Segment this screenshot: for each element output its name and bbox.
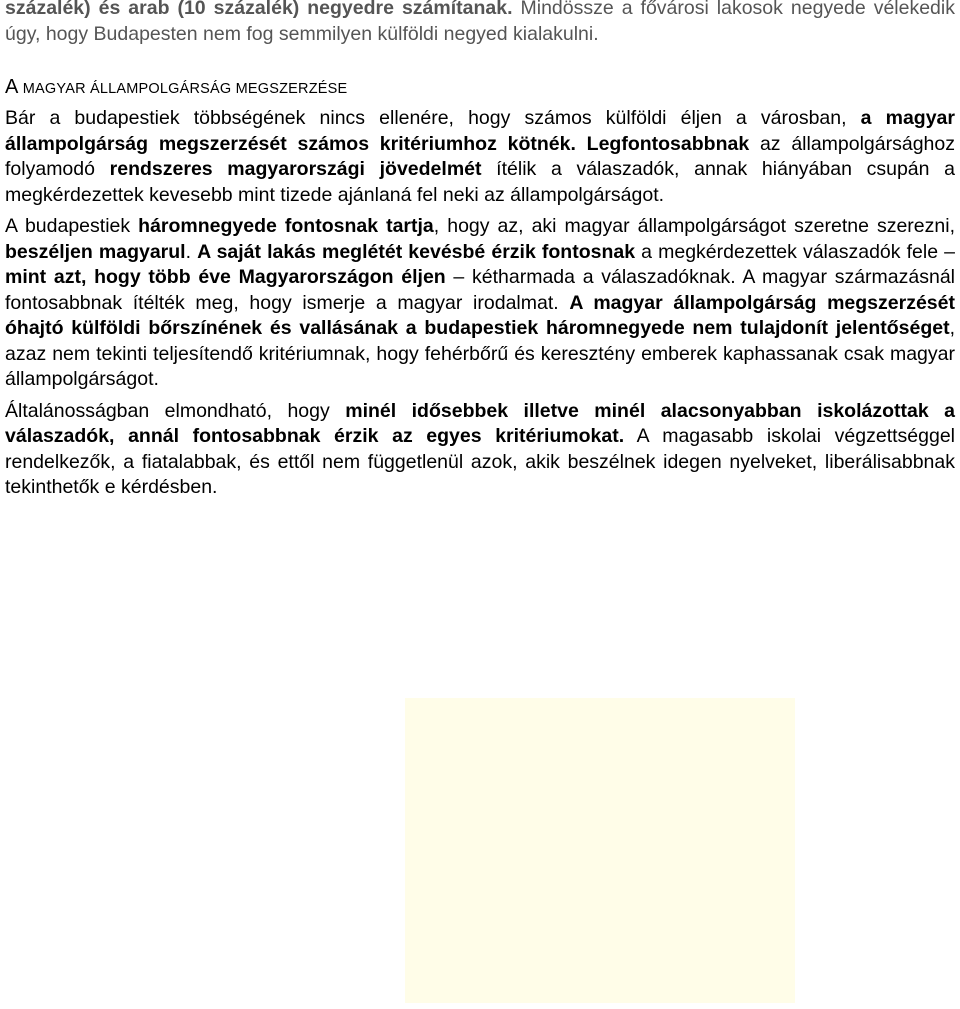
p2-text-c: , hogy az, aki magyar állampolgárságot szeretne szerezni, bbox=[433, 215, 955, 237]
p2-text-a: A budapestiek bbox=[5, 215, 139, 237]
p2-bold-h: mint azt, hogy több éve Magyarországon éljen bbox=[5, 266, 446, 288]
p3-text-c: A magasabb iskolai végzettséggel rendelkezők, a fiatalabbak, és ettől nem függetlenül azok, akik beszélnek idegen nyelveket, liberálisabbnak tekinthetők e kérdésben. bbox=[5, 425, 956, 498]
heading-rest: MAGYAR ÁLLAMPOLGÁRSÁG MEGSZERZÉSE bbox=[18, 81, 348, 97]
p2-bold-f: A saját lakás meglétét kevésbé érzik fontosnak bbox=[197, 240, 636, 263]
paragraph-citizenship-criteria bbox=[5, 106, 955, 208]
p1-bold-e: rendszeres magyarországi jövedelmét bbox=[109, 158, 482, 180]
p2-text-e: . bbox=[185, 240, 198, 263]
p1-text-a: Bár a budapestiek többségének nincs ellenére, hogy számos külföldi éljen a városban, bbox=[5, 107, 861, 129]
paragraph-summary bbox=[5, 399, 955, 501]
intro-sentence: Mindössze a fővárosi lakosok negyede vélekedik úgy, hogy Budapesten nem fog semmilyen külföldi negyed kialakulni. bbox=[5, 0, 955, 45]
p2-text-i: – kétharmada a válaszadóknak. A magyar származásnál fontosabbnak ítélték meg, hogy ismerje a magyar irodalmat. bbox=[5, 266, 955, 314]
heading-initial: A bbox=[5, 76, 19, 98]
figure-placeholder-box bbox=[405, 698, 795, 1003]
p2-bold-b: háromnegyede fontosnak tartja bbox=[138, 215, 434, 237]
document-body bbox=[5, 0, 955, 501]
p1-text-d: az állampolgársághoz folyamodó bbox=[5, 132, 956, 180]
paragraph-language-requirement bbox=[5, 214, 955, 393]
p1-bold-b: a magyar állampolgárság megszerzését számos kritériumhoz kötnék. bbox=[5, 107, 955, 155]
p2-bold-d: beszéljen magyarul bbox=[5, 240, 186, 263]
p2-text-g: a megkérdezettek válaszadók fele – bbox=[635, 240, 955, 263]
p2-text-k: , azaz nem tekinti teljesítendő kritériumnak, hogy fehérbőrű és keresztény emberek kaphassanak csak magyar állampolgárságot. bbox=[5, 317, 955, 390]
intro-bold-sentence: százalék) és arab (10 százalék) negyedre számítanak. bbox=[5, 0, 513, 19]
p3-bold-b: minél idősebbek illetve minél alacsonyabban iskolázottak a válaszadók, annál fontosabbnak érzik az egyes kritériumokat. bbox=[5, 399, 956, 447]
p1-text-f: ítélik a válaszadók, annak hiányában csupán a megkérdezettek kevesebb mint tizede ajánlaná fel neki az állampolgárságot. bbox=[5, 158, 955, 206]
intro-paragraph bbox=[5, 0, 955, 47]
p2-bold-j: A magyar állampolgárság megszerzését óhajtó külföldi bőrszínének és vallásának a budapestiek háromnegyede nem tulajdonít jelentőséget bbox=[5, 291, 955, 339]
p1-bold-c: Legfontosabbnak bbox=[575, 132, 750, 155]
p3-text-a: Általánosságban elmondható, hogy bbox=[5, 399, 346, 422]
section-heading bbox=[5, 74, 955, 102]
